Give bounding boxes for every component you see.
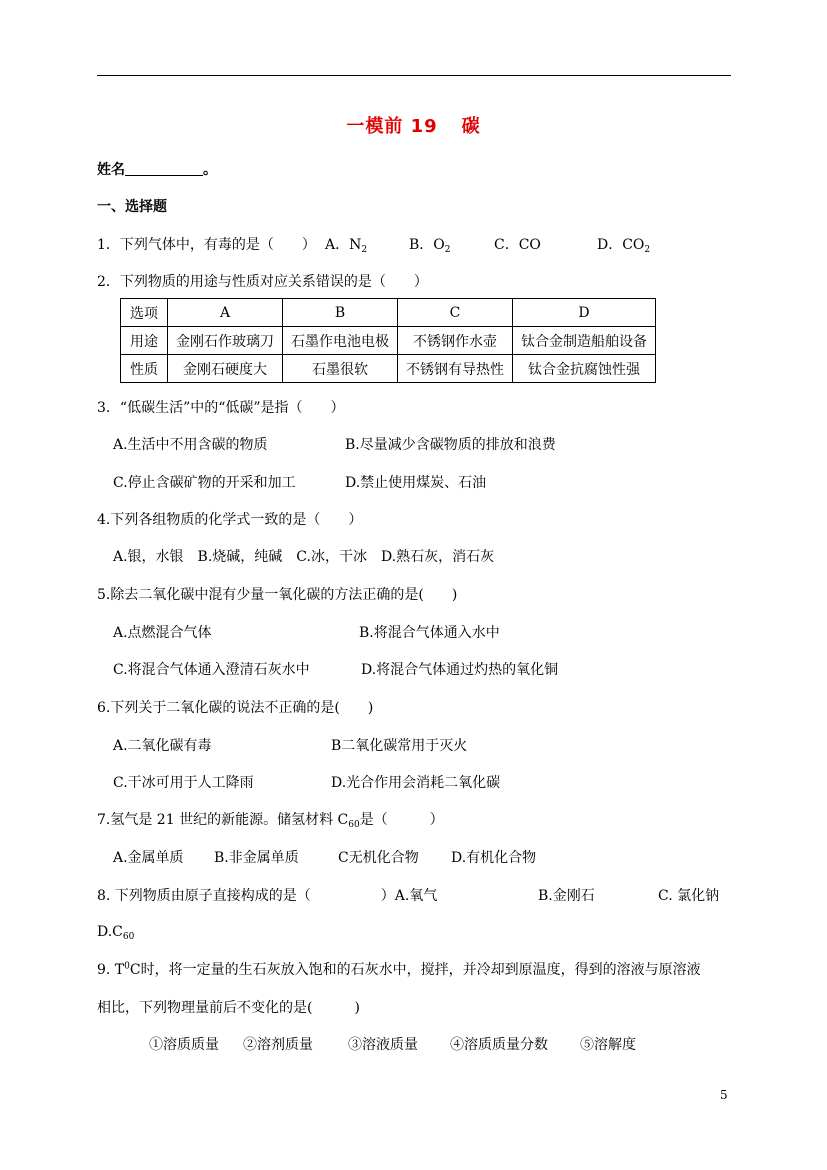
table-cell: 石墨作电池电极 bbox=[283, 327, 398, 355]
question-4-stem: 4.下列各组物质的化学式一致的是（ ） bbox=[97, 512, 363, 528]
name-line bbox=[97, 159, 217, 179]
question-5-option-b: B.将混合气体通入水中 bbox=[359, 625, 500, 641]
table-cell: C bbox=[398, 299, 513, 327]
table-row bbox=[121, 355, 656, 383]
question-9-item: ②溶剂质量 bbox=[243, 1037, 313, 1053]
table-cell: 用途 bbox=[121, 327, 168, 355]
question-9-item: ⑤溶解度 bbox=[580, 1037, 636, 1053]
question-9-item: ④溶质质量分数 bbox=[450, 1037, 548, 1053]
question-5-option-d: D.将混合气体通过灼热的氧化铜 bbox=[361, 662, 559, 678]
question-3-option-a: A.生活中不用含碳的物质 bbox=[113, 437, 268, 453]
question-8-option-b: B.金刚石 bbox=[538, 888, 595, 904]
table-cell: 石墨很软 bbox=[283, 355, 398, 383]
title-number: 一模前 19 bbox=[346, 116, 438, 137]
table-row bbox=[121, 327, 656, 355]
question-9-item: ①溶质质量 bbox=[149, 1037, 219, 1053]
title-topic: 碳 bbox=[461, 116, 481, 137]
table-cell: 性质 bbox=[121, 355, 168, 383]
question-7-option-a: A.金属单质 bbox=[113, 850, 184, 866]
question-5-option-a: A.点燃混合气体 bbox=[113, 625, 212, 641]
table-cell: 金刚石硬度大 bbox=[168, 355, 283, 383]
table-cell: 选项 bbox=[121, 299, 168, 327]
question-7-option-d: D.有机化合物 bbox=[451, 850, 537, 866]
page-number: 5 bbox=[720, 1088, 728, 1102]
question-7-option-c: C无机化合物 bbox=[338, 850, 419, 866]
question-2-stem: 2．下列物质的用途与性质对应关系错误的是（ ） bbox=[97, 274, 428, 290]
question-5-option-c: C.将混合气体通入澄清石灰水中 bbox=[113, 662, 310, 678]
name-blank[interactable] bbox=[125, 161, 203, 176]
question-7-option-b: B.非金属单质 bbox=[214, 850, 299, 866]
question-3-stem: 3．“低碳生活”中的“低碳”是指（ ） bbox=[97, 400, 345, 416]
table-cell: 钛合金制造船舶设备 bbox=[513, 327, 656, 355]
question-1-option-c: C．CO bbox=[494, 237, 541, 253]
section-heading: 一、选择题 bbox=[97, 199, 167, 215]
question-9-stem-line-2: 相比，下列物理量前后不变化的是( ) bbox=[97, 1000, 360, 1016]
table-row bbox=[121, 299, 656, 327]
question-1-option-a: A．$N_2$ bbox=[325, 237, 368, 255]
comparison-table bbox=[120, 298, 656, 383]
question-1-option-b: B．$O_2$ bbox=[409, 237, 451, 255]
question-8-option-c: C. 氯化钠 bbox=[658, 888, 720, 904]
question-9-stem-line-1: 9. $T^0C$时，将一定量的生石灰放入饱和的石灰水中，搅拌，并冷却到原温度，得到的溶液与原溶液 bbox=[97, 961, 701, 978]
question-5-stem: 5.除去二氧化碳中混有少量一氧化碳的方法正确的是( ) bbox=[97, 587, 458, 603]
question-7-stem: 7.氢气是 21 世纪的新能源。储氢材料 $C_{60}$是（ ） bbox=[97, 812, 444, 830]
question-6-option-b: B二氧化碳常用于灭火 bbox=[331, 738, 468, 754]
name-end: 。 bbox=[203, 162, 217, 178]
question-3-option-d: D.禁止使用煤炭、石油 bbox=[345, 475, 487, 491]
table-cell: 钛合金抗腐蚀性强 bbox=[513, 355, 656, 383]
page-title bbox=[0, 112, 827, 138]
question-9-item: ③溶液质量 bbox=[348, 1037, 418, 1053]
table-cell: 金刚石作玻璃刀 bbox=[168, 327, 283, 355]
name-label: 姓名 bbox=[97, 162, 125, 178]
table-cell: 不锈钢有导热性 bbox=[398, 355, 513, 383]
question-6-option-a: A.二氧化碳有毒 bbox=[113, 738, 212, 754]
question-1-option-d: D．$CO_2$ bbox=[597, 237, 651, 255]
table-cell: D bbox=[513, 299, 656, 327]
table-cell: 不锈钢作水壶 bbox=[398, 327, 513, 355]
question-4-options: A.银，水银 B.烧碱，纯碱 C.冰，干冰 D.熟石灰，消石灰 bbox=[113, 549, 495, 565]
table-cell: B bbox=[283, 299, 398, 327]
question-3-option-b: B.尽量减少含碳物质的排放和浪费 bbox=[345, 437, 556, 453]
question-6-option-d: D.光合作用会消耗二氧化碳 bbox=[331, 775, 501, 791]
question-8-option-d: $D.C_{60}$ bbox=[97, 924, 135, 942]
question-8-stem: 8. 下列物质由原子直接构成的是（ ）A.氧气 bbox=[97, 888, 438, 904]
question-6-stem: 6.下列关于二氧化碳的说法不正确的是( ) bbox=[97, 700, 374, 716]
question-6-option-c: C.干冰可用于人工降雨 bbox=[113, 775, 254, 791]
question-3-option-c: C.停止含碳矿物的开采和加工 bbox=[113, 475, 296, 491]
table-cell: A bbox=[168, 299, 283, 327]
header-rule bbox=[97, 75, 731, 76]
question-1-stem: 1．下列气体中，有毒的是（ ） bbox=[97, 237, 316, 253]
